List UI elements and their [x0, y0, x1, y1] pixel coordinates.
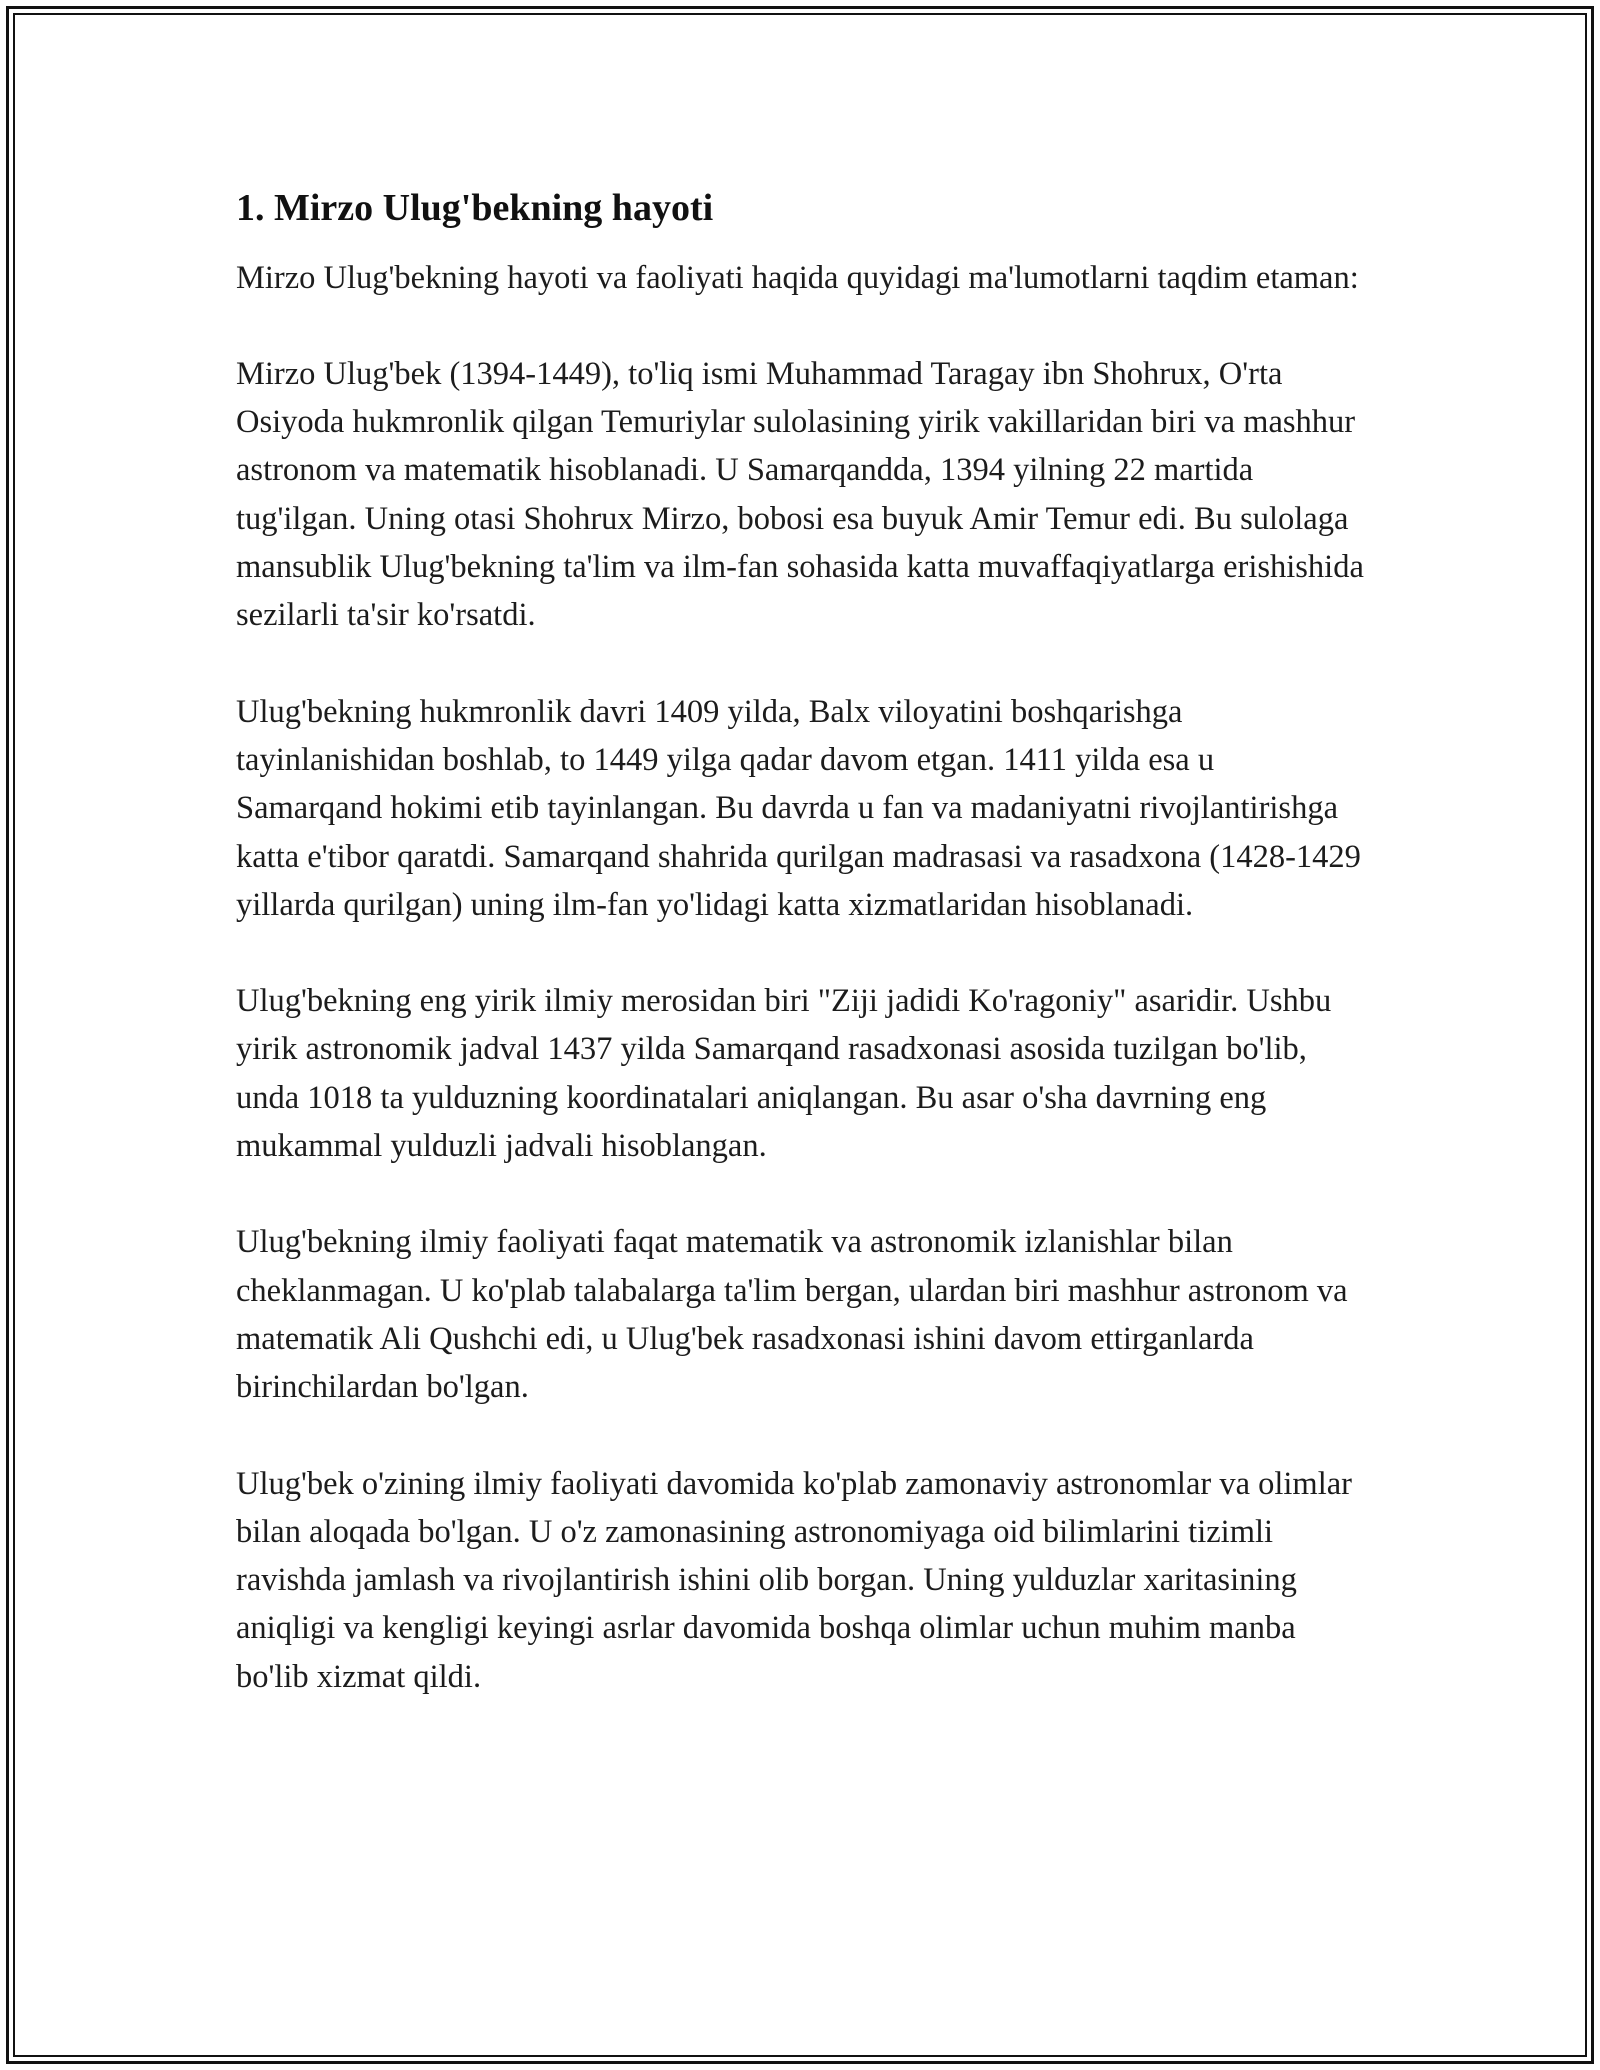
- intro-paragraph: Mirzo Ulug'bekning hayoti va faoliyati haqida quyidagi ma'lumotlarni taqdim etaman:: [236, 259, 1359, 296]
- zij-paragraph: Ulug'bekning eng yirik ilmiy merosidan biri "Ziji jadidi Ko'ragoniy" asaridir. Ushbu yirik astronomik jadval 1437 yilda Samarqand rasadxonasi asosida tuzilgan bo'lib, unda 1018 ta yulduzning koordinatalari aniqlangan. Bu asar o'sha davrning eng mukammal yulduzli jadvali hisoblangan.: [236, 983, 1332, 1165]
- biography-paragraph: Mirzo Ulug'bek (1394-1449), to'liq ismi Muhammad Taragay ibn Shohrux, O'rta Osiyoda hukmronlik qilgan Temuriylar sulolasining yirik vakillaridan biri va mashhur astronom va matematik hisoblanadi. U Samarqandda, 1394 yilning 22 martida tug'ilgan. Uning otasi Shohrux Mirzo, bobosi esa buyuk Amir Temur edi. Bu sulolaga mansublik Ulug'bekning ta'lim va ilm-fan sohasida katta muvaffaqiyatlarga erishishida sezilarli ta'sir ko'rsatdi.: [236, 355, 1364, 634]
- section-heading: 1. Mirzo Ulug'bekning hayoti: [236, 187, 714, 229]
- students-paragraph: Ulug'bekning ilmiy faoliyati faqat matematik va astronomik izlanishlar bilan cheklanmagan. U ko'plab talabalarga ta'lim bergan, ulardan biri mashhur astronom va matematik Ali Qushchi edi, u Ulug'bek rasadxonasi ishini davom ettirganlarda birinchilardan bo'lgan.: [236, 1224, 1348, 1406]
- legacy-paragraph: Ulug'bek o'zining ilmiy faoliyati davomida ko'plab zamonaviy astronomlar va olimlar bilan aloqada bo'lgan. U o'z zamonasining astronomiyaga oid bilimlarini tizimli ravishda jamlash va rivojlantirish ishini olib borgan. Uning yulduzlar xaritasining aniqligi va kengligi keyingi asrlar davomida boshqa olimlar uchun muhim manba bo'lib xizmat qildi.: [236, 1465, 1352, 1695]
- reign-paragraph: Ulug'bekning hukmronlik davri 1409 yilda, Balx viloyatini boshqarishga tayinlanishidan boshlab, to 1449 yilga qadar davom etgan. 1411 yilda esa u Samarqand hokimi etib tayinlangan. Bu davrda u fan va madaniyatni rivojlantirishga katta e'tibor qaratdi. Samarqand shahrida qurilgan madrasasi va rasadxona (1428-1429 yillarda qurilgan) uning ilm-fan yo'lidagi katta xizmatlaridan hisoblanadi.: [236, 693, 1361, 923]
- document-body: [236, 186, 1366, 1749]
